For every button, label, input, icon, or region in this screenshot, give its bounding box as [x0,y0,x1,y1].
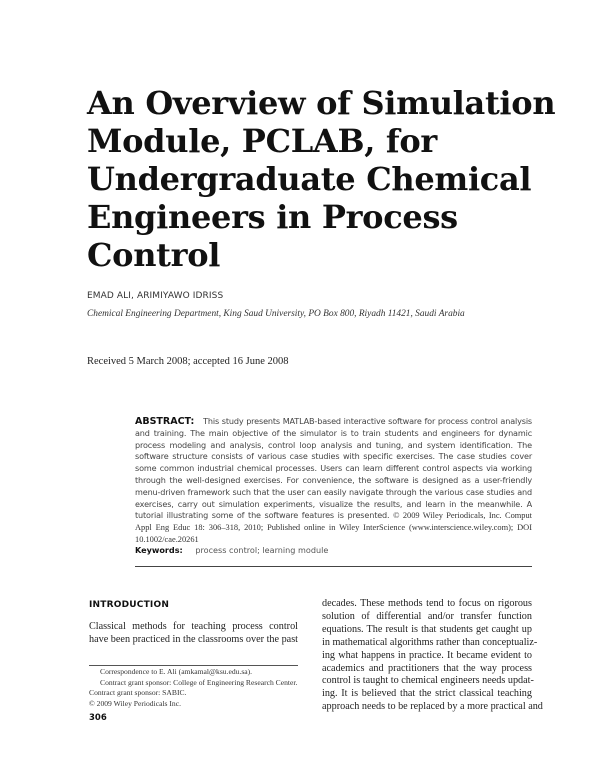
text-line: approach needs to be replaced by a more practical and [322,701,543,713]
abstract-label: ABSTRACT: [135,416,195,427]
abstract-block [135,416,532,546]
text-line: ing. It is believed that the strict classical teaching [322,688,532,700]
author-affiliation: Chemical Engineering Department, King Saud University, PO Box 800, Riyadh 11421, Saudi Arabia [87,309,465,319]
author-list: EMAD ALI, ARIMIYAWO IDRISS [87,291,224,301]
page-number: 306 [89,713,107,723]
abstract-divider [135,566,532,567]
footnote-correspondence: Correspondence to E. Ali (amkamal@ksu.edu.sa). [100,667,253,676]
title-line: An Overview of Simulation [87,84,556,122]
abstract-body: This study presents MATLAB-based interactive software for process control analysis and training. The main objective of the simulator is to train students and engineers for dynamic process modeling and analysis, control loop analysis and tuning, and system identification. The software structure consists of various case studies with specific exercises. The case studies cover some common industrial chemical processes. Users can learn different control aspects via working through the well-designed exercises. For convenience, the software is designed as a user-friendly menu-driven framework such that the user can easily navigate through the various case studies and exercises, carry out simulation experiments, visualize the results, and learn in the meanwhile. A tutorial illustrating some of the software features is presented. [135,416,532,521]
footnotes [89,667,301,709]
received-dates: Received 5 March 2008; accepted 16 June 2008 [87,356,289,367]
title-line: Undergraduate Chemical [87,160,532,198]
intro-paragraph-left: Classical methods for teaching process control have been practiced in the classrooms over the past [89,621,298,645]
text-line: equations. The result is that students get caught up [322,623,532,635]
footnote-sponsor: Contract grant sponsor: SABIC. [89,688,187,698]
paper-title [87,84,556,274]
text-line: academics and practitioners that the way process [322,662,532,674]
footnote-divider [89,665,298,666]
title-line: Engineers in Process [87,198,458,236]
keywords [135,545,328,555]
title-line: Control [87,236,221,274]
footnote-sponsor: Contract grant sponsor: College of Engineering Research Center. [100,677,298,687]
keywords-label: Keywords: [135,545,183,555]
text-line: solution of differential and/or transfer function [322,610,532,622]
abstract-citation: © 2009 Wiley Periodicals, Inc. Comput Appl Eng Educ 18: 306–318, 2010; Published online in Wiley InterScience (www.interscience.wiley.com); DOI 10.1002/cae.20261 [135,511,532,544]
text-line: decades. These methods tend to focus on rigorous [322,598,532,609]
title-line: Module, PCLAB, for [87,122,437,160]
section-heading-introduction: INTRODUCTION [89,600,170,610]
text-line: control is taught to chemical engineers needs updat- [322,675,534,687]
keywords-value: process control; learning module [195,545,329,555]
text-line: in mathematical algorithms rather than conceptualiz- [322,636,538,648]
text-line: ing what happens in practice. It became evident to [322,649,532,661]
intro-paragraph-right [322,598,543,714]
footnote-copyright: © 2009 Wiley Periodicals Inc. [89,698,181,708]
